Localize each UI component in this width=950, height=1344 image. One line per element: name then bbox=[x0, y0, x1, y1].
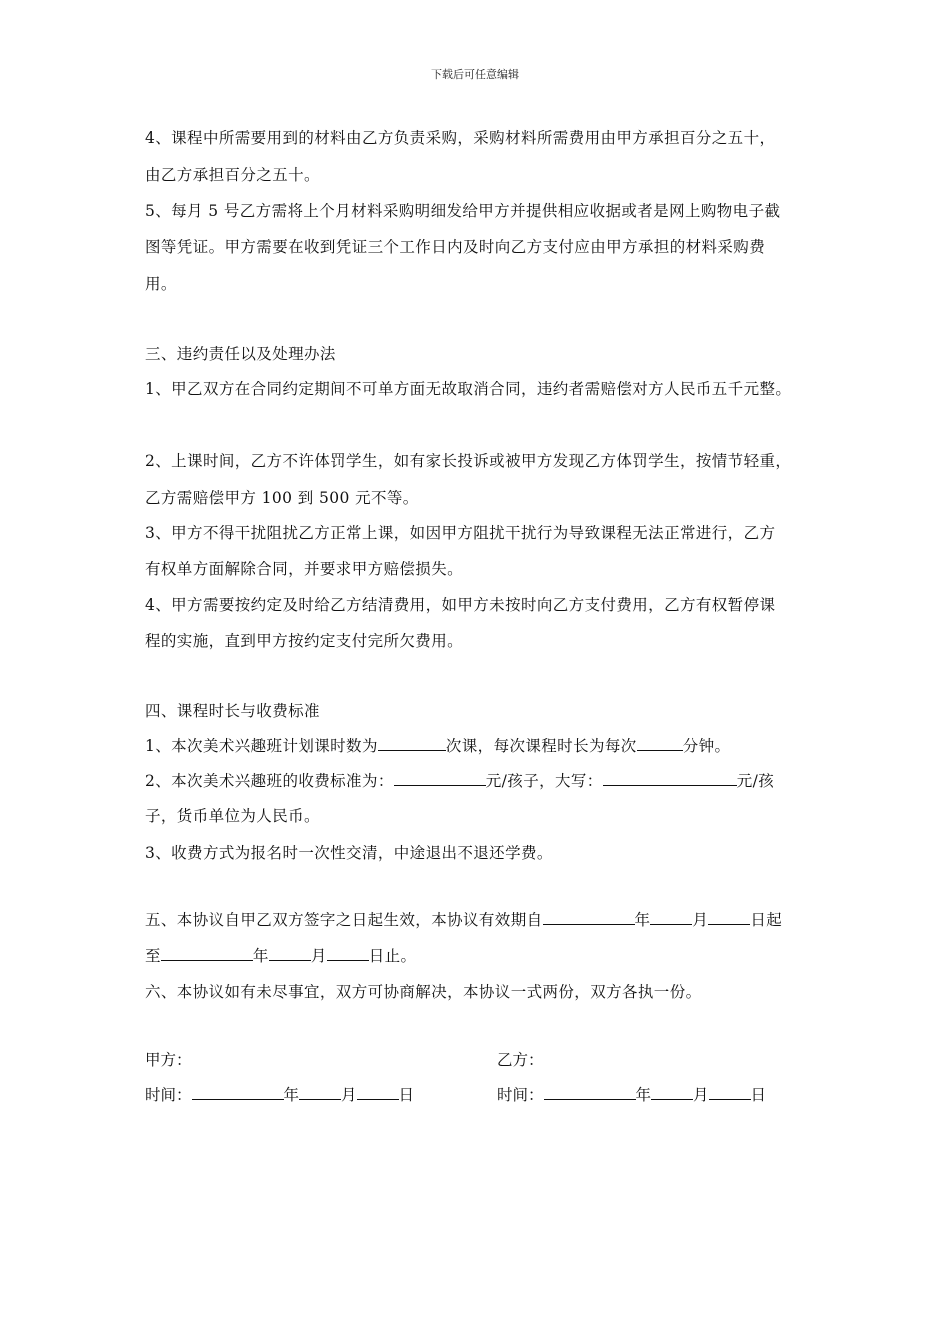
party-a-year-blank[interactable] bbox=[192, 1085, 284, 1100]
fee-clause-1-text-b: 次课，每次课程时长为每次 bbox=[445, 737, 637, 755]
time-label: 时间： bbox=[145, 1086, 192, 1104]
fee-clause-2-line-1 bbox=[145, 771, 774, 791]
party-b-year-blank[interactable] bbox=[544, 1085, 636, 1100]
validity-text-a: 五、本协议自甲乙双方签字之日起生效，本协议有效期自 bbox=[145, 911, 543, 929]
fee-clause-2-text-c: 元/孩 bbox=[736, 772, 775, 790]
day-label: 日 bbox=[398, 1086, 415, 1104]
fee-amount-blank[interactable] bbox=[394, 771, 486, 786]
fee-clause-1-text-c: 分钟。 bbox=[682, 737, 731, 755]
clause-5-line-2: 图等凭证。甲方需要在收到凭证三个工作日内及时向乙方支付应由甲方承担的材料采购费 bbox=[145, 238, 766, 256]
month-label: 月 bbox=[341, 1086, 357, 1104]
section-4-heading: 四、课程时长与收费标准 bbox=[145, 702, 320, 720]
party-a-month-blank[interactable] bbox=[299, 1085, 341, 1100]
breach-clause-4-line-2: 程的实施，直到甲方按约定支付完所欠费用。 bbox=[145, 632, 464, 650]
breach-clause-3-line-1: 3、甲方不得干扰阻扰乙方正常上课，如因甲方阻扰干扰行为导致课程无法正常进行，乙方 bbox=[145, 524, 776, 542]
year-label: 年 bbox=[283, 1086, 300, 1104]
validity-clause-line-1 bbox=[145, 910, 782, 930]
validity-text-end: 日止。 bbox=[368, 947, 417, 965]
clause-5-line-1: 5、每月 5 号乙方需将上个月材料采购明细发给甲方并提供相应收据或者是网上购物电子截 bbox=[145, 202, 781, 220]
lesson-count-blank[interactable] bbox=[378, 736, 446, 751]
breach-clause-2-line-2: 乙方需赔偿甲方 100 到 500 元不等。 bbox=[145, 489, 419, 507]
breach-clause-2-line-1: 2、上课时间，乙方不许体罚学生，如有家长投诉或被甲方发现乙方体罚学生，按情节轻重， bbox=[145, 452, 792, 470]
page-header: 下载后可任意编辑 bbox=[431, 68, 519, 81]
fee-clause-2-text-a: 2、本次美术兴趣班的收费标准为： bbox=[145, 772, 394, 790]
clause-5-line-3: 用。 bbox=[145, 275, 177, 293]
fee-clause-1-text-a: 1、本次美术兴趣班计划课时数为 bbox=[145, 737, 378, 755]
year-label: 年 bbox=[635, 1086, 652, 1104]
start-year-blank[interactable] bbox=[543, 910, 635, 925]
month-label: 月 bbox=[693, 1086, 709, 1104]
party-a-label: 甲方： bbox=[145, 1051, 192, 1069]
validity-text-to: 至 bbox=[145, 947, 161, 965]
section-3-heading: 三、违约责任以及处理办法 bbox=[145, 345, 336, 363]
fee-clause-1 bbox=[145, 736, 730, 756]
start-day-blank[interactable] bbox=[708, 910, 750, 925]
fee-clause-2-line-2: 子，货币单位为人民币。 bbox=[145, 807, 320, 825]
party-b-day-blank[interactable] bbox=[709, 1085, 751, 1100]
party-a-day-blank[interactable] bbox=[357, 1085, 399, 1100]
month-label: 月 bbox=[310, 947, 327, 965]
clause-6: 六、本协议如有未尽事宜，双方可协商解决，本协议一式两份，双方各执一份。 bbox=[145, 983, 702, 1001]
end-month-blank[interactable] bbox=[269, 946, 311, 961]
day-label: 日 bbox=[750, 1086, 767, 1104]
year-label: 年 bbox=[634, 911, 651, 929]
breach-clause-3-line-2: 有权单方面解除合同，并要求甲方赔偿损失。 bbox=[145, 560, 464, 578]
party-b-date bbox=[497, 1085, 766, 1105]
clause-4-line-2: 由乙方承担百分之五十。 bbox=[145, 166, 320, 184]
lesson-duration-blank[interactable] bbox=[637, 736, 683, 751]
fee-clause-2-text-b: 元/孩子，大写： bbox=[485, 772, 603, 790]
fee-amount-words-blank[interactable] bbox=[603, 771, 737, 786]
party-a-date bbox=[145, 1085, 414, 1105]
year-label: 年 bbox=[252, 947, 269, 965]
end-day-blank[interactable] bbox=[327, 946, 369, 961]
validity-clause-line-2 bbox=[145, 946, 416, 966]
clause-4-line-1: 4、课程中所需要用到的材料由乙方负责采购，采购材料所需费用由甲方承担百分之五十， bbox=[145, 129, 776, 147]
breach-clause-4-line-1: 4、甲方需要按约定及时给乙方结清费用，如甲方未按时向乙方支付费用，乙方有权暂停课 bbox=[145, 596, 776, 614]
time-label: 时间： bbox=[497, 1086, 544, 1104]
end-year-blank[interactable] bbox=[161, 946, 253, 961]
party-b-month-blank[interactable] bbox=[651, 1085, 693, 1100]
fee-clause-3: 3、收费方式为报名时一次性交清，中途退出不退还学费。 bbox=[145, 844, 553, 862]
month-label: 月 bbox=[692, 911, 709, 929]
start-month-blank[interactable] bbox=[650, 910, 692, 925]
day-from-label: 日起 bbox=[750, 911, 783, 929]
party-b-label: 乙方： bbox=[497, 1051, 544, 1069]
breach-clause-1: 1、甲乙双方在合同约定期间不可单方面无故取消合同，违约者需赔偿对方人民币五千元整。 bbox=[145, 380, 792, 398]
